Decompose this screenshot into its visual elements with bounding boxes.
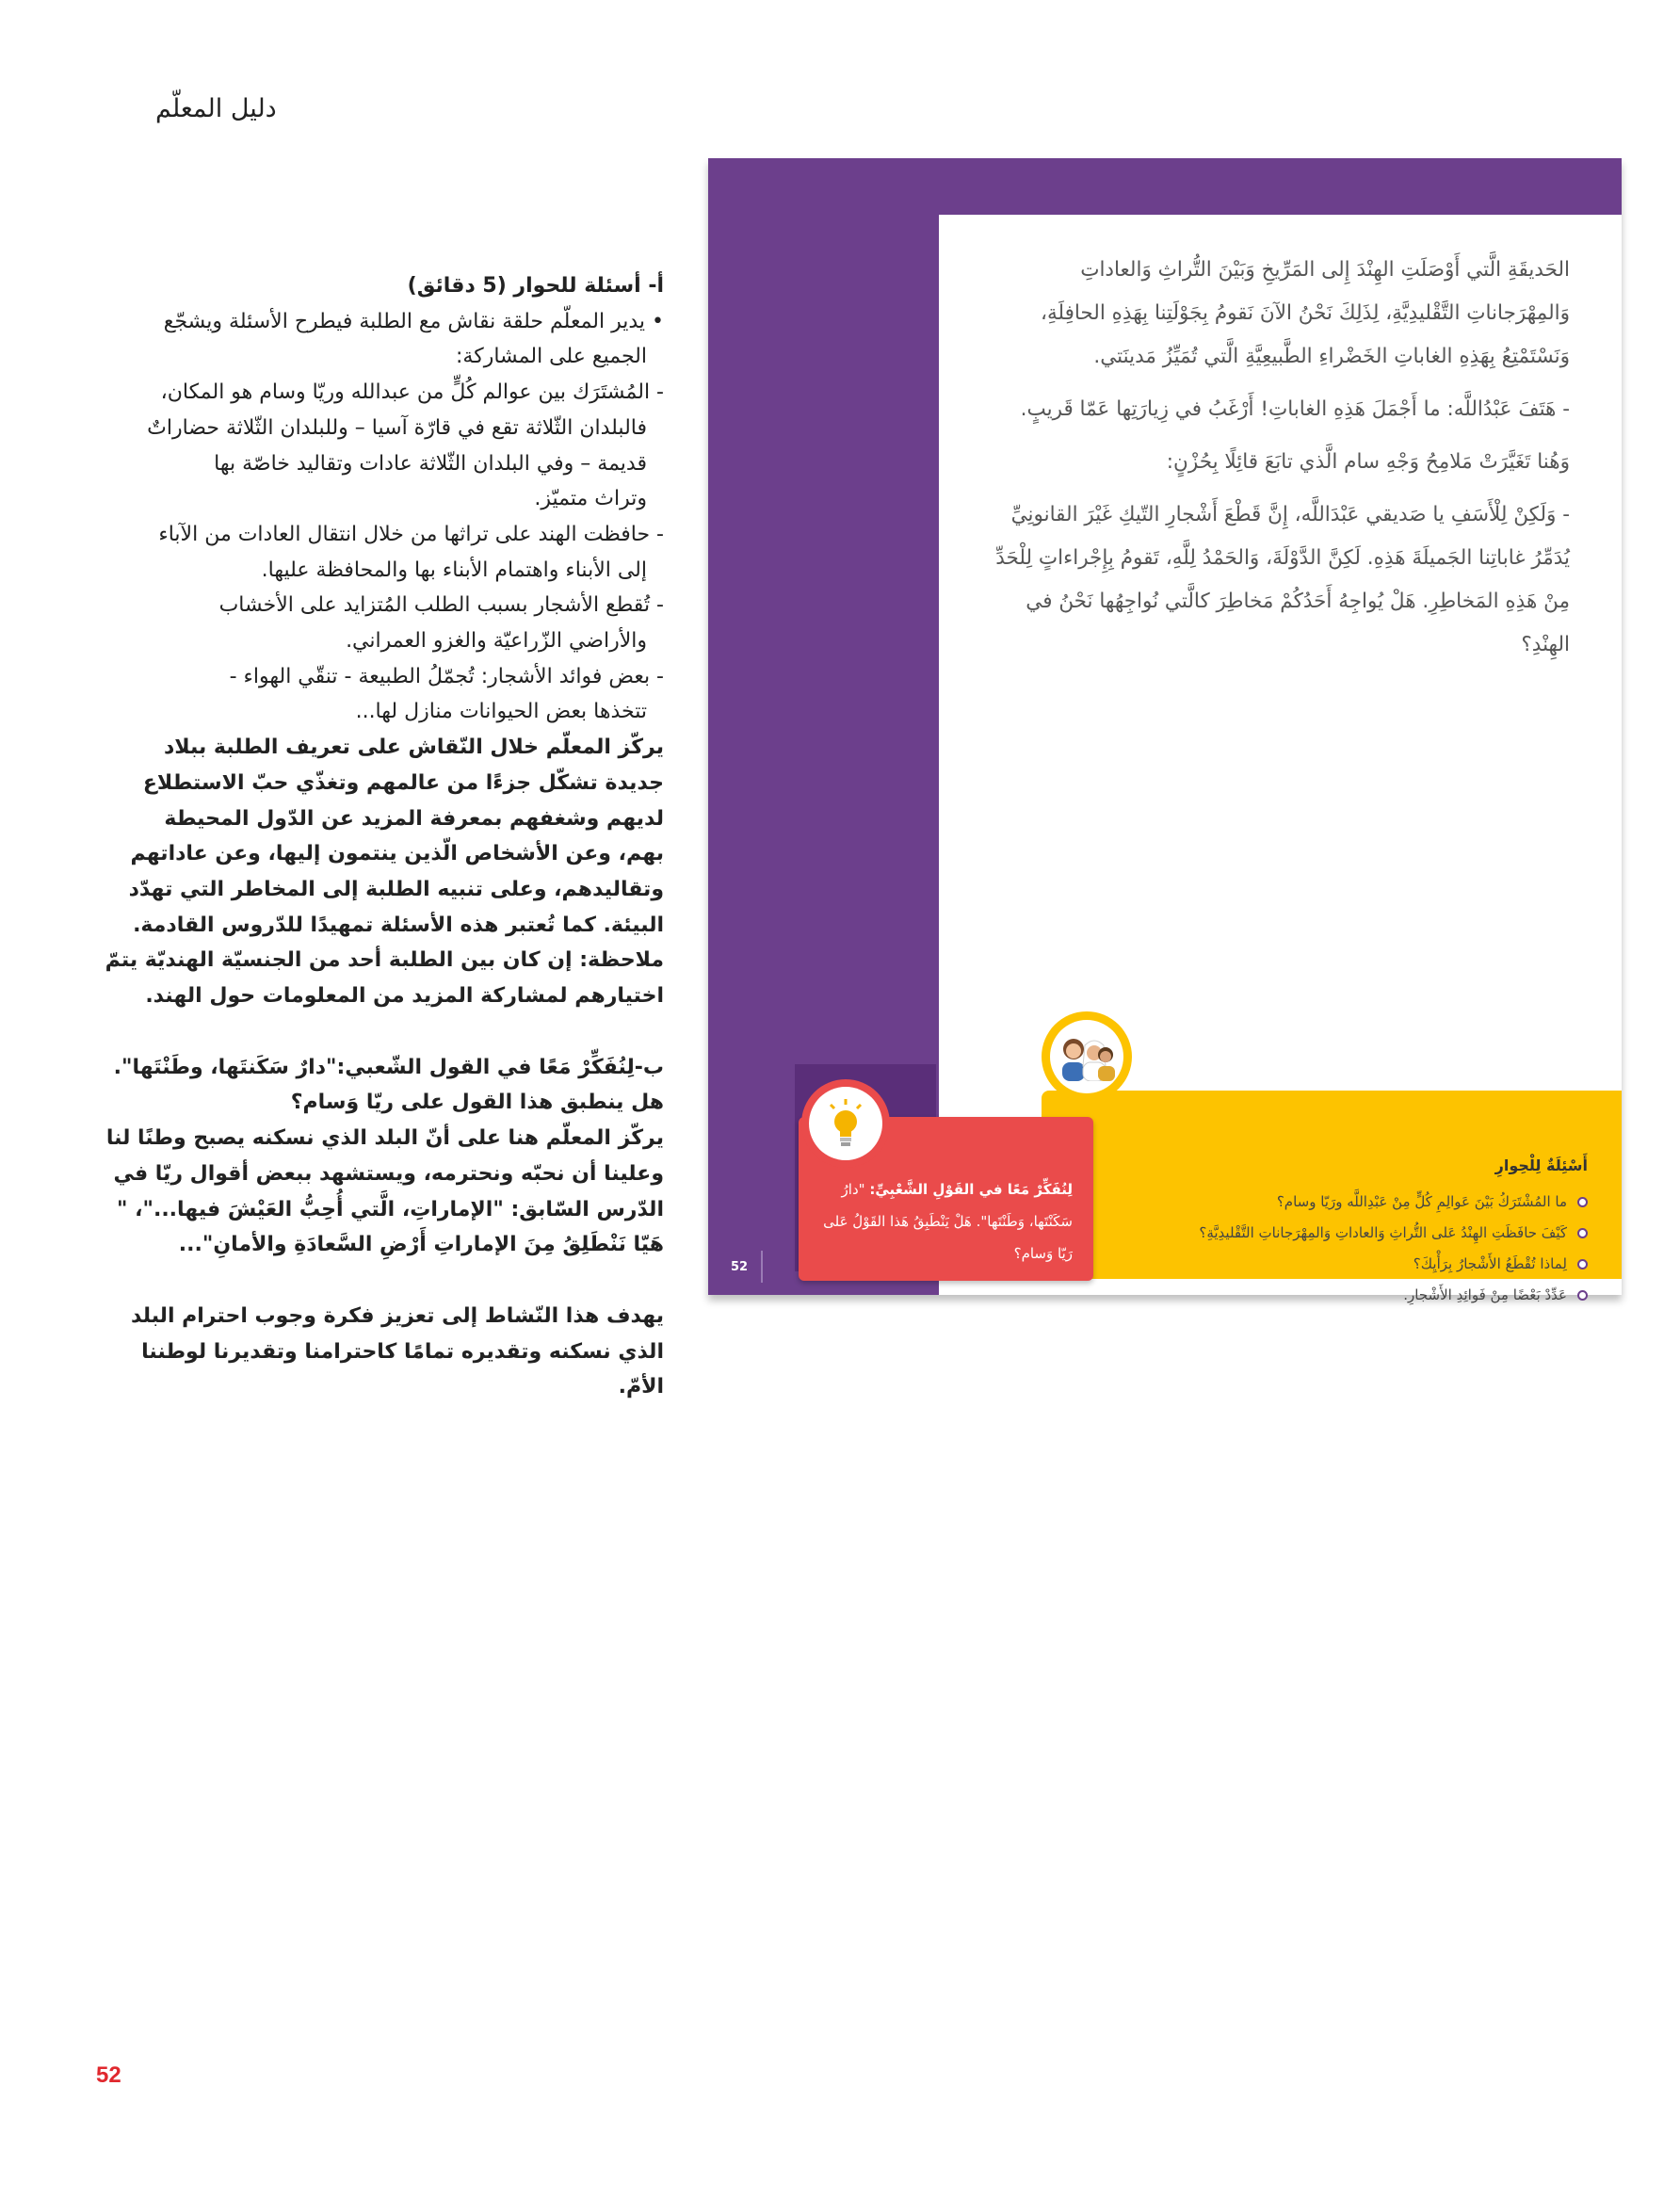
guide-line: - حافظت الهند على تراثها من خلال انتقال العادات من الآباء [158, 522, 664, 546]
guide-line: وتراث متميّز. [534, 487, 647, 511]
dialog-question-list [1199, 1187, 1591, 1311]
guide-line: • يدير المعلّم حلقة نقاش مع الطلبة فيطرح الأسئلة ويشجّع [163, 309, 664, 333]
guide-line: - بعض فوائد الأشجار: تُجمّلُ الطبيعة - تنقّي الهواء - [229, 664, 664, 688]
focus-line: لديهم وشغفهم بمعرفة المزيد عن الدّول المحيطة [164, 806, 664, 831]
focus-line: البيئة. كما تُعتبر هذه الأسئلة تمهيدًا للدّروس القادمة. [133, 913, 664, 937]
dialog-question: كَيْفَ حافَظَتِ الهِنْدُ عَلى التُّراثِ وَالعاداتِ وَالمِهْرَجاناتِ التَّقْليدِيَّةِ؟ [1199, 1218, 1591, 1249]
goal-line: الأمّ. [618, 1375, 664, 1399]
page-number-divider [761, 1251, 763, 1283]
lightbulb-icon [801, 1079, 890, 1168]
page-number: 52 [96, 2062, 121, 2088]
story-text [977, 249, 1570, 676]
dialog-question: لِماذا تُقْطَعُ الأَشْجارُ بِرَأْيِكَ؟ [1199, 1249, 1591, 1280]
think-card-title: لِنُفَكِّرْ مَعًا في القَوْلِ الشَّعْبِيِّ: [869, 1181, 1073, 1198]
focus-line: بهم، وعن الأشخاص الّذين ينتمون إليها، وعن عاداتهم [130, 842, 664, 866]
note-line: ملاحظة: إن كان بين الطلبة أحد من الجنسيّة الهنديّة يتمّ [105, 948, 664, 973]
dialog-title: أَسْئِلَةٌ لِلْحِوارِ [1494, 1156, 1588, 1174]
section-b-line: هل ينطبق هذا القول على ريّا وَسام؟ [290, 1091, 664, 1115]
guide-line: - تُقطع الأشجار بسبب الطلب المُتزايد على الأخشاب [218, 593, 664, 618]
focus-line: وتقاليدهم، وعلى تنبيه الطلبة إلى المخاطر التي تهدّد [128, 877, 664, 901]
focus-line: جديدة تشكّل جزءًا من عالمهم وتغذّي حبّ الاستطلاع [142, 770, 664, 795]
section-b-title: ب-لِنُفَكِّرْ مَعًا في القول الشّعبي:"دارٌ سَكَنتَها، وطَنْتَها". [113, 1055, 664, 1079]
guide-line: قديمة – وفي البلدان الثّلاثة عادات وتقاليد خاصّة بها [214, 451, 647, 476]
story-paragraph: الحَديقَةِ الَّتي أَوْصَلَتِ الهِنْدَ إِلى المَرِّيخِ وَبَيْنَ التُّراثِ وَالعاداتِ وَالمِهْرَجاناتِ التَّقْليدِيَّةِ، لِذَلِكَ نَحْنُ الآنَ نَقومُ بِجَوْلَتِنا بِهَذِهِ الحافِلَةِ، وَنَسْتَمْتِعُ بِهَذِهِ الغاباتِ الخَضْراءِ الطَّبيعِيَّةِ الَّتي تُمَيِّزُ مَدينَتي. [1041, 258, 1570, 368]
guide-line: الجميع على المشاركة: [456, 345, 647, 369]
teacher-guide-text [105, 268, 664, 1405]
guide-line: - المُشتَرَك بين عوالم كُلٍّ من عبدالله وريّا وسام هو المكان، [160, 380, 664, 405]
section-a-title: أ- أسئلة للحوار (5 دقائق) [407, 274, 664, 298]
note-line: اختيارهم لمشاركة المزيد من المعلومات حول الهند. [145, 984, 664, 1009]
guide-line: تتخذها بعض الحيوانات منازل لها... [355, 700, 647, 724]
section-b-line: يركّز المعلّم هنا على أنّ البلد الذي نسكنه يصبح وطنًا لنا [105, 1126, 664, 1151]
section-b-line: وعلينا أن نحبّه ونحترمه، ويستشهد ببعض أقوال ريّا في [113, 1161, 664, 1186]
dialog-question: ما المُشْتَرَكُ بَيْنَ عَوالِمِ كُلٍّ مِنْ عَبْدِاللَّه ورَيّا وسام؟ [1199, 1187, 1591, 1218]
textbook-page-number: 52 [731, 1260, 749, 1274]
section-b-line: الدّرس السّابق: "الإماراتِ، الَّتي أُحِبُّ العَيْشَ فيها..."، " [117, 1197, 664, 1221]
guide-line: والأراضي الزّراعيّة والغزو العمراني. [346, 629, 647, 654]
guide-line: إلى الأبناء واهتمام الأبناء بها والمحافظة عليها. [261, 558, 647, 582]
section-b-line: هَيّا نَنْطَلِقُ مِنَ الإماراتِ أَرْضِ السَّعادَةِ والأمانِ"... [178, 1233, 664, 1257]
characters-avatar-icon [1042, 1011, 1132, 1102]
think-card-body: "دارُ سَكَنْتَها، وَطَنْتَها". هَلْ يَنْطَبِقُ هَذا القَوْلُ عَلى رَيّا وَسام؟ [823, 1181, 1073, 1262]
story-paragraph: - هَتَفَ عَبْدُاللَّه: ما أَجْمَلَ هَذِهِ الغاباتِ! أَرْغَبُ في زِيارَتِها عَمّا قَريبٍ. [1020, 397, 1570, 421]
goal-line: يهدف هذا النّشاط إلى تعزيز فكرة وجوب احترام البلد [131, 1303, 664, 1328]
dialog-questions-box [1042, 1091, 1622, 1303]
guide-header-title: دليل المعلّم [155, 94, 277, 123]
story-paragraph: - وَلَكِنْ لِلْأَسَفِ يا صَديقي عَبْدَاللَّه، إِنَّ قَطْعَ أَشْجارِ التّيكِ غَيْرَ القانونِيِّ يُدَمِّرُ غاباتِنا الجَميلَةَ هَذِهِ. لَكِنَّ الدَّوْلَةَ، وَالحَمْدُ لِلَّهِ، تَقومُ بِإِجْراءاتٍ لِلْحَدِّ مِنْ هَذِهِ المَخاطِرِ. هَلْ يُواجِهُ أَحَدُكُمْ مَخاطِرَ كالَّتي نُواجِهُها نَحْنُ في الهِنْدِ؟ [995, 503, 1570, 656]
textbook-page-thumbnail [708, 158, 1622, 1303]
dialog-question: عَدِّدْ بَعْضًا مِنْ فَوائِدِ الأَشْجارِ. [1199, 1280, 1591, 1311]
focus-line: يركّز المعلّم خلال النّقاش على تعريف الطلبة ببلاد [164, 736, 664, 760]
story-paragraph: وَهُنا تَغَيَّرَتْ مَلامِحُ وَجْهِ سام الَّذي تابَعَ قائِلًا بِحُزْنٍ: [1166, 450, 1570, 474]
think-card-text [818, 1173, 1073, 1269]
guide-line: فالبلدان الثّلاثة تقع في قارّة آسيا – وللبلدان الثّلاثة حضاراتٌ [147, 415, 647, 440]
goal-line: الذي نسكنه وتقديره تمامًا كاحترامنا وتقديرنا لوطننا [141, 1339, 664, 1364]
